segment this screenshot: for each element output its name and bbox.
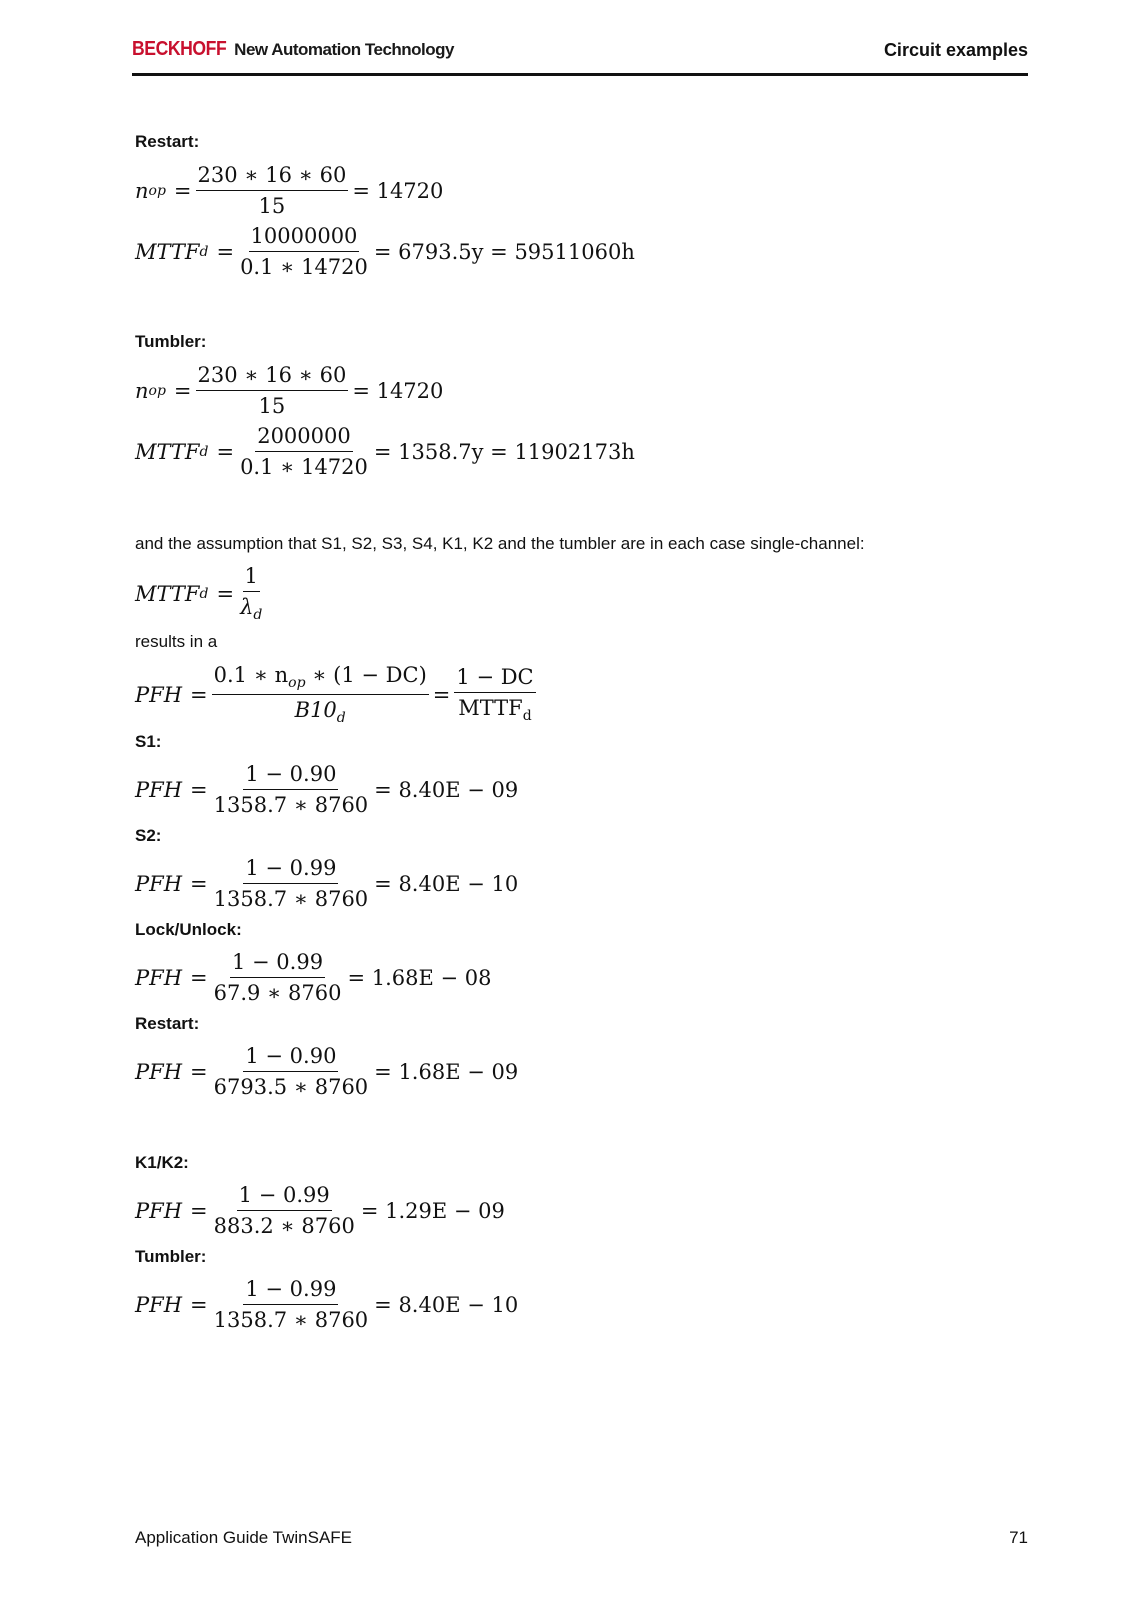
header-rule [132,73,1028,76]
fraction [196,163,349,218]
den-part: B10 [294,698,337,723]
lock-pfh-equation: PFH = $\frac{1 - 0.99}{67.9 ∗ 8760}$ = 1.68E − 08 [135,950,492,1006]
lhs: PFH [135,1198,183,1223]
den-sub: d [522,708,532,725]
lhs-sub: d [199,443,209,460]
fraction-2 [454,665,535,724]
denominator: 15 [258,394,286,419]
numerator: 230 ∗ 16 ∗ 60 [196,363,349,391]
section-title: Circuit examples [883,40,1028,60]
den-sub: d [336,710,346,727]
numerator: 1 − 0.90 [243,1044,338,1072]
denominator: 6793.5 ∗ 8760 [213,1075,369,1100]
mttf-lambda-equation: MTTF d = $\frac{1}{\lambda_d}$ [135,564,263,624]
result: = 8.40E − 09 [374,777,519,802]
result: = 8.40E − 10 [374,871,519,896]
numerator: 1 − 0.99 [237,1183,332,1211]
fraction [238,224,370,279]
num-tail: ∗ (1 − DC) [305,663,427,687]
numerator: 1 − 0.99 [243,856,338,884]
lhs-sub: op [148,382,166,399]
page-number: 71 [1009,1528,1028,1547]
brand [132,38,454,61]
assumption-text: and the assumption that S1, S2, S3, S4, K1, K2 and the tumbler are in each case single-channel: [135,534,865,553]
restart-mttf-equation: MTTF d = $\frac{10000000}{0.1 ∗ 14720}$ = 6793.5y = 59511060h [135,224,635,280]
denominator: 883.2 ∗ 8760 [213,1214,355,1239]
s1-label: S1: [135,732,162,751]
lhs-sub: op [148,182,166,199]
result: = 1.68E − 08 [347,965,492,990]
lhs: n [135,178,149,203]
den-part: MTTF [458,696,523,721]
fraction [212,950,344,1005]
numerator: 1 − 0.90 [243,762,338,790]
result: = 14720 [352,378,444,403]
restart-label: Restart: [135,132,200,151]
tumbler-label: Tumbler: [135,332,207,351]
footer-title: Application Guide TwinSAFE [135,1528,353,1547]
s1-pfh-equation: PFH = $\frac{1 - 0.90}{1358.7 ∗ 8760}$ = 8.40E − 09 [135,762,519,818]
result: = 6793.5y = 59511060h [373,239,635,264]
s2-label: S2: [135,826,162,845]
brand-tagline: New Automation Technology [234,40,455,59]
page-header [132,38,1028,64]
denominator: 0.1 ∗ 14720 [240,455,368,480]
pfh-general-equation: PFH = $\frac{0.1 ∗ n_{op} ∗ (1 - DC)}{B10_d}$ = $\frac{1 - DC}{MTTF_d}$ [135,663,534,727]
restart-nop-equation: n op = $\frac{230 ∗ 16 ∗ 60}{15}$ = 14720 [135,163,444,219]
lhs: PFH [135,777,183,802]
lhs: PFH [135,682,183,707]
numerator: 1 − 0.99 [243,1277,338,1305]
result: = 1358.7y = 11902173h [373,439,635,464]
lhs: PFH [135,965,183,990]
fraction [238,564,264,623]
fraction [212,1183,357,1238]
numerator: 1 [243,564,260,592]
k-pfh-equation: PFH = $\frac{1 - 0.99}{883.2 ∗ 8760}$ = 1.29E − 09 [135,1183,505,1239]
denominator [293,695,348,726]
s2-pfh-equation: PFH = $\frac{1 - 0.99}{1358.7 ∗ 8760}$ = 8.40E − 10 [135,856,519,912]
lhs-sub: d [199,585,209,602]
denominator: 15 [258,194,286,219]
lhs-sub: d [199,243,209,260]
lhs: PFH [135,1059,183,1084]
beckhoff-logo: BECKHOFF [132,38,227,60]
lhs: PFH [135,871,183,896]
lhs: n [135,378,149,403]
numerator: 230 ∗ 16 ∗ 60 [196,163,349,191]
result: = 8.40E − 10 [374,1292,519,1317]
numerator: 2000000 [255,424,353,452]
denominator: 67.9 ∗ 8760 [213,981,342,1006]
lhs: PFH [135,1292,183,1317]
denominator: 0.1 ∗ 14720 [240,255,368,280]
fraction [212,856,371,911]
k1k2-label: K1/K2: [135,1153,189,1172]
numerator: 10000000 [249,224,360,252]
denominator: 1358.7 ∗ 8760 [213,887,369,912]
denominator: 1358.7 ∗ 8760 [213,1308,369,1333]
restart2-pfh-equation: PFH = $\frac{1 - 0.90}{6793.5 ∗ 8760}$ = 1.68E − 09 [135,1044,519,1100]
denominator: 1358.7 ∗ 8760 [213,793,369,818]
lock-unlock-label: Lock/Unlock: [135,920,242,939]
numerator: 1 − DC [454,665,535,693]
denominator [456,693,533,724]
tumbler-mttf-equation: MTTF d = $\frac{2000000}{0.1 ∗ 14720}$ = 1358.7y = 11902173h [135,424,635,480]
tumbler-nop-equation: n op = $\frac{230 ∗ 16 ∗ 60}{15}$ = 14720 [135,363,444,419]
num-part: 0.1 ∗ n [213,663,289,687]
denominator [238,592,264,623]
lhs: MTTF [135,239,200,264]
lhs: MTTF [135,439,200,464]
lambda-sub: d [253,607,263,624]
tumbler2-label: Tumbler: [135,1247,207,1266]
num-sub: op [288,675,306,692]
tumbler2-pfh-equation: PFH = $\frac{1 - 0.99}{1358.7 ∗ 8760}$ = 8.40E − 10 [135,1277,519,1333]
result: = 1.29E − 09 [360,1198,505,1223]
fraction [212,1277,371,1332]
fraction-1 [212,663,429,727]
fraction [212,1044,371,1099]
restart2-label: Restart: [135,1014,200,1033]
lhs: MTTF [135,581,200,606]
fraction [238,424,370,479]
fraction [196,363,349,418]
result: = 14720 [352,178,444,203]
results-text: results in a [135,632,218,651]
lambda: λ [240,595,254,620]
numerator [212,663,429,695]
fraction [212,762,371,817]
result: = 1.68E − 09 [374,1059,519,1084]
numerator: 1 − 0.99 [230,950,325,978]
